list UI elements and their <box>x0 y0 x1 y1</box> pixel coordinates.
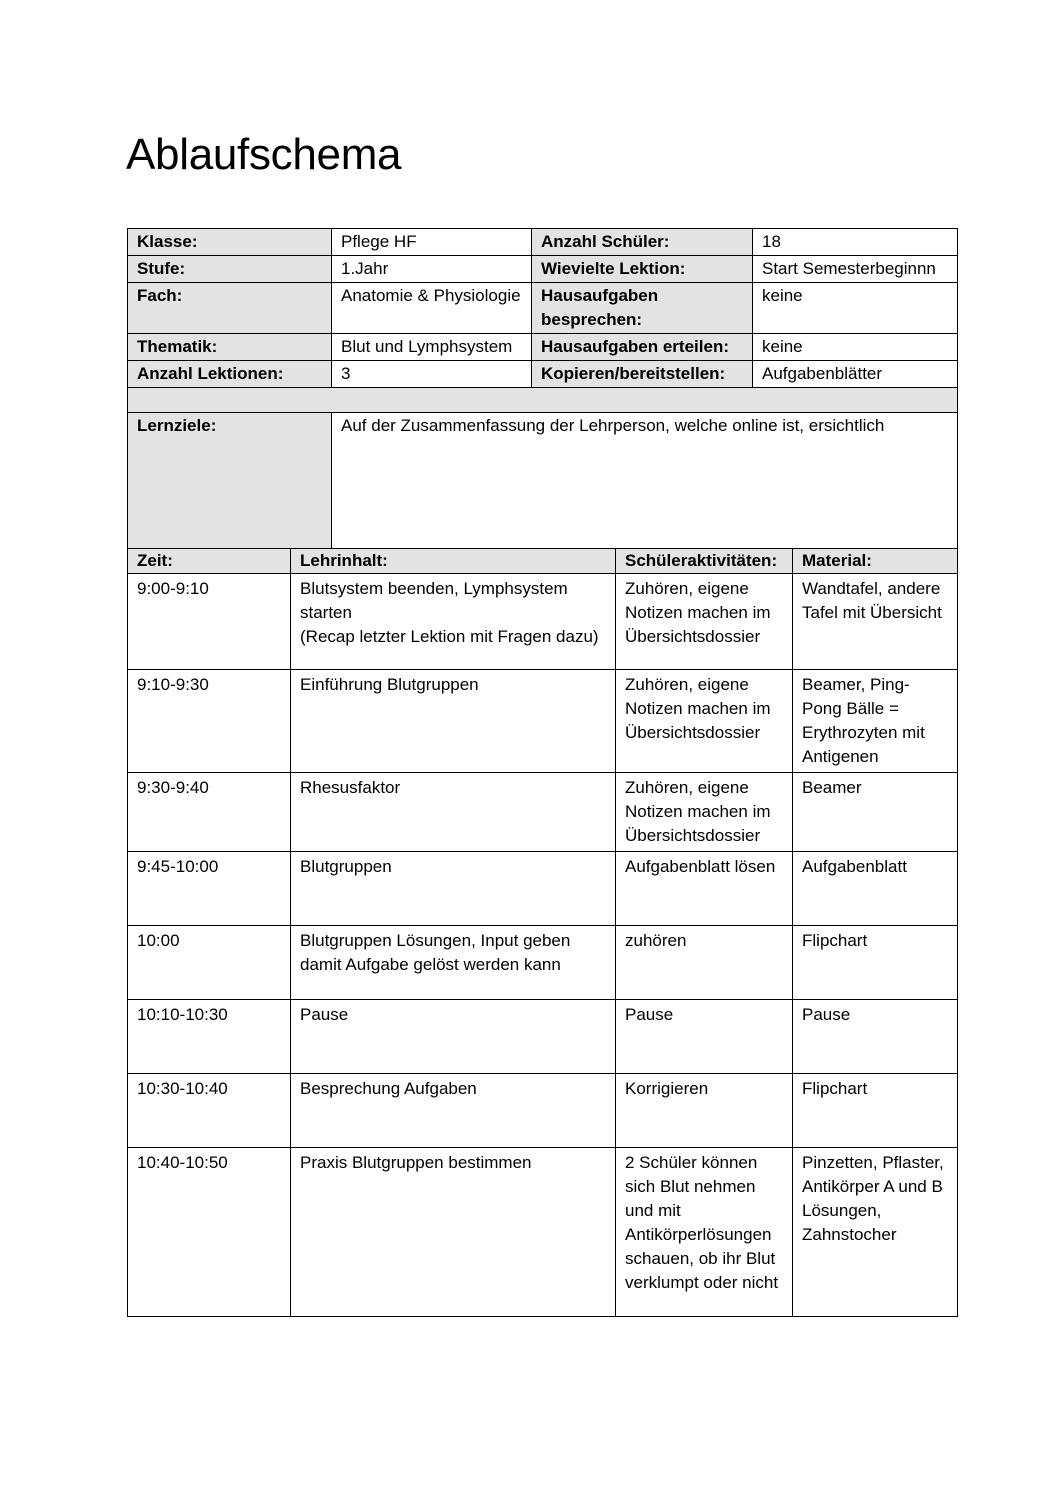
row-inhalt: Pause <box>291 1000 616 1074</box>
row-zeit: 9:30-9:40 <box>128 773 291 852</box>
table-row <box>128 1148 958 1317</box>
row-inhalt: Rhesusfaktor <box>291 773 616 852</box>
value-stufe: 1.Jahr <box>332 256 532 283</box>
header-schueleraktivitaeten: Schüleraktivitäten: <box>616 549 793 574</box>
header-lehrinhalt: Lehrinhalt: <box>291 549 616 574</box>
value-klasse: Pflege HF <box>332 229 532 256</box>
label-lektion: Wievielte Lektion: <box>532 256 753 283</box>
row-material: Beamer <box>793 773 958 852</box>
row-zeit: 9:45-10:00 <box>128 852 291 926</box>
label-hausaufgaben-erteilen: Hausaufgaben erteilen: <box>532 334 753 361</box>
value-thematik: Blut und Lymphsystem <box>332 334 532 361</box>
info-table <box>127 228 958 557</box>
value-hausaufgaben-erteilen: keine <box>753 334 958 361</box>
label-schueler: Anzahl Schüler: <box>532 229 753 256</box>
label-hausaufgaben-besprechen: Hausaufgaben besprechen: <box>532 283 753 334</box>
row-zeit: 10:40-10:50 <box>128 1148 291 1317</box>
row-material: Beamer, Ping-Pong Bälle = Erythrozyten mit Antigenen <box>793 670 958 773</box>
row-material: Pause <box>793 1000 958 1074</box>
row-zeit: 10:30-10:40 <box>128 1074 291 1148</box>
table-row <box>128 670 958 773</box>
value-lernziele: Auf der Zusammenfassung der Lehrperson, welche online ist, ersichtlich <box>332 413 958 557</box>
table-row <box>128 852 958 926</box>
label-stufe: Stufe: <box>128 256 332 283</box>
row-zeit: 9:00-9:10 <box>128 574 291 670</box>
row-inhalt: Blutgruppen Lösungen, Input geben damit Aufgabe gelöst werden kann <box>291 926 616 1000</box>
value-schueler: 18 <box>753 229 958 256</box>
table-row <box>128 1074 958 1148</box>
row-inhalt: Praxis Blutgruppen bestimmen <box>291 1148 616 1317</box>
row-material: Wandtafel, andere Tafel mit Übersicht <box>793 574 958 670</box>
value-hausaufgaben-besprechen: keine <box>753 283 958 334</box>
row-aktivitaet: Zuhören, eigene Notizen machen im Übersichtsdossier <box>616 773 793 852</box>
value-anzahl-lektionen: 3 <box>332 361 532 388</box>
row-aktivitaet: Aufgabenblatt lösen <box>616 852 793 926</box>
row-aktivitaet: Zuhören, eigene Notizen machen im Übersichtsdossier <box>616 670 793 773</box>
table-row <box>128 1000 958 1074</box>
header-zeit: Zeit: <box>128 549 291 574</box>
row-inhalt: Blutgruppen <box>291 852 616 926</box>
table-row <box>128 926 958 1000</box>
row-zeit: 10:00 <box>128 926 291 1000</box>
label-thematik: Thematik: <box>128 334 332 361</box>
row-material: Pinzetten, Pflaster, Antikörper A und B Lösungen, Zahnstocher <box>793 1148 958 1317</box>
row-inhalt: Blutsystem beenden, Lymphsystem starten (Recap letzter Lektion mit Fragen dazu) <box>291 574 616 670</box>
row-inhalt: Besprechung Aufgaben <box>291 1074 616 1148</box>
value-kopieren: Aufgabenblätter <box>753 361 958 388</box>
header-material: Material: <box>793 549 958 574</box>
row-zeit: 9:10-9:30 <box>128 670 291 773</box>
page-title: Ablaufschema <box>126 130 402 179</box>
value-fach: Anatomie & Physiologie <box>332 283 532 334</box>
row-material: Aufgabenblatt <box>793 852 958 926</box>
row-aktivitaet: 2 Schüler können sich Blut nehmen und mit Antikörperlösungen schauen, ob ihr Blut verklumpt oder nicht <box>616 1148 793 1317</box>
label-kopieren: Kopieren/bereitstellen: <box>532 361 753 388</box>
row-aktivitaet: Korrigieren <box>616 1074 793 1148</box>
table-row <box>128 773 958 852</box>
row-material: Flipchart <box>793 1074 958 1148</box>
label-lernziele: Lernziele: <box>128 413 332 557</box>
value-lektion: Start Semesterbeginnn <box>753 256 958 283</box>
row-aktivitaet: Zuhören, eigene Notizen machen im Übersichtsdossier <box>616 574 793 670</box>
schedule-table <box>127 548 958 1317</box>
row-aktivitaet: zuhören <box>616 926 793 1000</box>
label-klasse: Klasse: <box>128 229 332 256</box>
row-aktivitaet: Pause <box>616 1000 793 1074</box>
row-zeit: 10:10-10:30 <box>128 1000 291 1074</box>
row-material: Flipchart <box>793 926 958 1000</box>
row-inhalt: Einführung Blutgruppen <box>291 670 616 773</box>
label-fach: Fach: <box>128 283 332 334</box>
spacer-row <box>128 388 958 413</box>
table-row <box>128 574 958 670</box>
label-anzahl-lektionen: Anzahl Lektionen: <box>128 361 332 388</box>
